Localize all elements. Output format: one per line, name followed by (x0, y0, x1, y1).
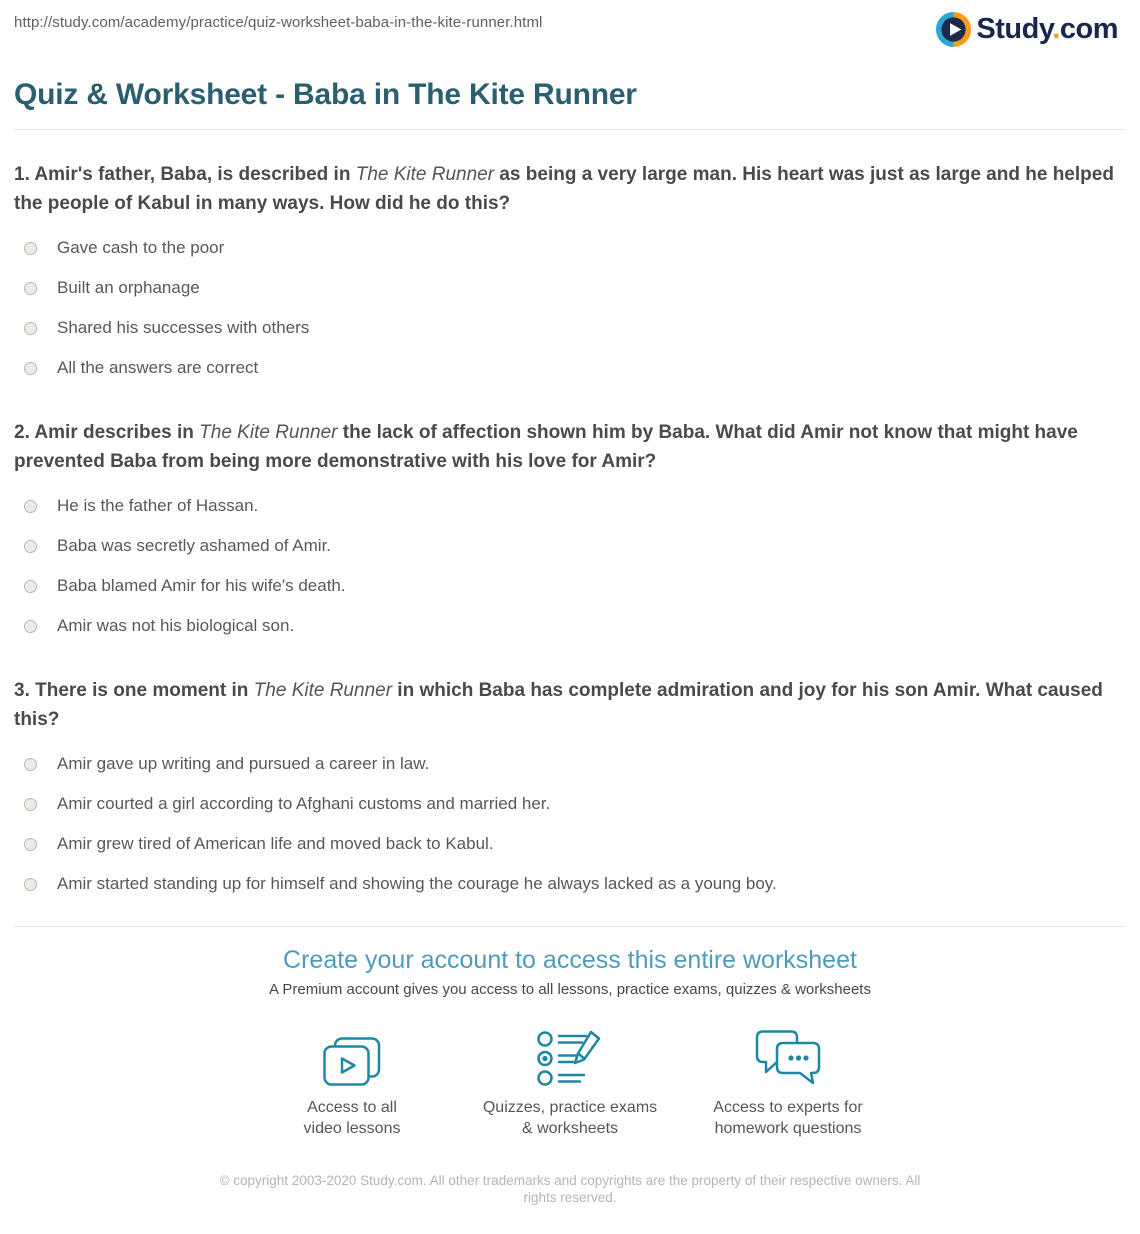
answer-option-label[interactable]: Amir started standing up for himself and showing the courage he always lacked as a young boy. (57, 874, 777, 893)
question-text-part: as being a very large man. His heart was just as large and he helped the people of Kabul in many ways. How did he do this? (14, 164, 1114, 214)
answer-option-label[interactable]: Amir courted a girl according to Afghani customs and married her. (57, 794, 551, 813)
feature-label (679, 1097, 897, 1139)
logo-dot: . (1052, 13, 1060, 45)
radio-button[interactable] (24, 620, 37, 633)
book-title: The Kite Runner (253, 680, 393, 701)
logo-word-com: com (1059, 13, 1118, 45)
feature-label-line: Quizzes, practice exams (482, 1099, 658, 1116)
question-2 (14, 418, 1126, 646)
book-title: The Kite Runner (355, 164, 495, 185)
radio-button[interactable] (24, 540, 37, 553)
studycom-logo[interactable] (936, 12, 1126, 47)
radio-button[interactable] (24, 242, 37, 255)
radio-button[interactable] (24, 322, 37, 335)
question-text-part: 1. Amir's father, Baba, is described in (14, 164, 356, 185)
feature-label-line: & worksheets (521, 1120, 619, 1137)
question-text-part: the lack of affection shown him by Baba. What did Amir not know that might have prevented Baba from being more demonstrative with his love for Amir? (14, 422, 1078, 472)
answer-option-label[interactable]: Built an orphanage (57, 278, 200, 297)
chat-experts-icon (679, 1028, 897, 1088)
book-title: The Kite Runner (199, 422, 338, 443)
question-1 (14, 160, 1126, 388)
quiz-worksheet-icon (461, 1028, 679, 1088)
answer-option[interactable] (14, 606, 1126, 646)
answer-option-label[interactable]: Baba was secretly ashamed of Amir. (57, 536, 332, 555)
answer-option-label[interactable]: Baba blamed Amir for his wife's death. (57, 576, 346, 595)
answer-option-label[interactable]: Amir gave up writing and pursued a career in law. (57, 754, 430, 773)
answer-option[interactable] (14, 784, 1126, 824)
answer-option[interactable] (14, 348, 1126, 388)
answer-option-label[interactable]: Shared his successes with others (57, 318, 310, 337)
answer-option-label[interactable]: Gave cash to the poor (57, 238, 225, 257)
answer-option[interactable] (14, 566, 1126, 606)
feature-label (461, 1097, 679, 1139)
page-url: http://study.com/academy/practice/quiz-worksheet-baba-in-the-kite-runner.html (14, 14, 543, 31)
video-lessons-icon (243, 1028, 461, 1088)
create-account-link[interactable]: Create your account to access this entire worksheet (283, 946, 857, 974)
top-bar (14, 12, 1126, 47)
logo-word-study: Study (976, 13, 1053, 45)
question-3 (14, 676, 1126, 904)
question-1-text (14, 160, 1122, 218)
answer-option[interactable] (14, 268, 1126, 308)
feature-quizzes-worksheets (461, 1028, 679, 1139)
page-title: Quiz & Worksheet - Baba in The Kite Runner (14, 78, 637, 111)
question-2-text (14, 418, 1122, 476)
question-text-part: in which Baba has complete admiration and joy for his son Amir. What caused this? (14, 680, 1103, 730)
answer-option[interactable] (14, 228, 1126, 268)
feature-expert-help (679, 1028, 897, 1139)
question-3-options (14, 744, 1126, 904)
cta-divider (14, 926, 1126, 927)
radio-button[interactable] (24, 838, 37, 851)
radio-button[interactable] (24, 362, 37, 375)
answer-option-label[interactable]: Amir grew tired of American life and moved back to Kabul. (57, 834, 494, 853)
feature-label (243, 1097, 461, 1139)
answer-option[interactable] (14, 744, 1126, 784)
question-3-text (14, 676, 1122, 734)
question-text-part: 2. Amir describes in (14, 422, 200, 443)
feature-label-line: Access to experts for (713, 1099, 863, 1116)
radio-button[interactable] (24, 282, 37, 295)
answer-option[interactable] (14, 824, 1126, 864)
feature-label-line: Access to all (307, 1099, 397, 1116)
answer-option-label[interactable]: He is the father of Hassan. (57, 496, 259, 515)
radio-button[interactable] (24, 798, 37, 811)
feature-label-line: video lessons (303, 1120, 401, 1137)
studycom-logo-text (976, 13, 1118, 46)
answer-option-label[interactable]: Amir was not his biological son. (57, 616, 295, 635)
premium-description: A Premium account gives you access to all lessons, practice exams, quizzes & worksheets (269, 981, 871, 998)
radio-button[interactable] (24, 500, 37, 513)
copyright-notice: © copyright 2003-2020 Study.com. All other trademarks and copyrights are the property of their respective owners. All rights reserved. (219, 1173, 921, 1205)
feature-list (14, 1028, 1126, 1139)
answer-option[interactable] (14, 486, 1126, 526)
radio-button[interactable] (24, 580, 37, 593)
radio-button[interactable] (24, 878, 37, 891)
feature-video-lessons (243, 1028, 461, 1139)
studycom-play-icon (936, 12, 971, 47)
page-footer (14, 1172, 1126, 1206)
question-2-options (14, 486, 1126, 646)
answer-option-label[interactable]: All the answers are correct (57, 358, 259, 377)
radio-button[interactable] (24, 758, 37, 771)
answer-option[interactable] (14, 308, 1126, 348)
question-1-options (14, 228, 1126, 388)
feature-label-line: homework questions (714, 1120, 862, 1137)
answer-option[interactable] (14, 526, 1126, 566)
answer-option[interactable] (14, 864, 1126, 904)
cta-section (14, 946, 1126, 1139)
title-divider (14, 129, 1126, 130)
question-text-part: 3. There is one moment in (14, 680, 254, 701)
